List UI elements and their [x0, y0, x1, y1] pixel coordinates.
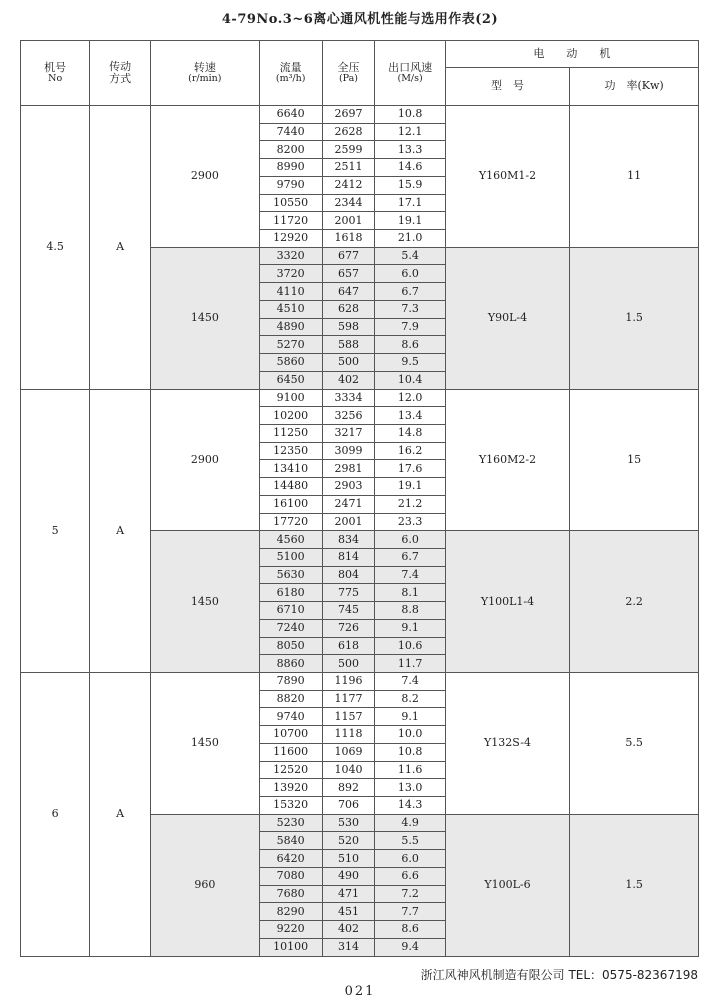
header-motor-power: 功 率(Kw) [570, 68, 699, 106]
cell-pressure: 775 [322, 584, 375, 602]
cell-motor-power: 1.5 [570, 814, 699, 956]
footer-company: 浙江风神风机制造有限公司 TEL：0575-82367198 [420, 968, 698, 982]
cell-flow: 3720 [259, 265, 322, 283]
cell-flow: 8290 [259, 903, 322, 921]
cell-flow: 9220 [259, 921, 322, 939]
cell-velocity: 6.6 [375, 867, 445, 885]
cell-velocity: 15.9 [375, 176, 445, 194]
cell-velocity: 21.2 [375, 495, 445, 513]
cell-flow: 6450 [259, 371, 322, 389]
cell-pressure: 2697 [322, 106, 375, 124]
cell-velocity: 12.1 [375, 123, 445, 141]
cell-flow: 8820 [259, 690, 322, 708]
cell-velocity: 5.5 [375, 832, 445, 850]
cell-motor-model: Y100L1-4 [445, 531, 569, 673]
cell-velocity: 4.9 [375, 814, 445, 832]
cell-velocity: 8.6 [375, 921, 445, 939]
cell-pressure: 2412 [322, 176, 375, 194]
cell-flow: 7890 [259, 673, 322, 691]
header-machine-no: 机号 No [21, 41, 90, 106]
cell-flow: 10550 [259, 194, 322, 212]
cell-pressure: 471 [322, 885, 375, 903]
cell-velocity: 6.7 [375, 548, 445, 566]
header-flow: 流量 (m³/h) [259, 41, 322, 106]
cell-velocity: 8.6 [375, 336, 445, 354]
cell-flow: 8990 [259, 159, 322, 177]
cell-velocity: 5.4 [375, 247, 445, 265]
cell-velocity: 10.8 [375, 743, 445, 761]
cell-pressure: 2001 [322, 212, 375, 230]
cell-velocity: 6.0 [375, 531, 445, 549]
cell-flow: 15320 [259, 797, 322, 815]
cell-pressure: 657 [322, 265, 375, 283]
cell-pressure: 706 [322, 797, 375, 815]
cell-pressure: 892 [322, 779, 375, 797]
cell-pressure: 530 [322, 814, 375, 832]
cell-pressure: 2344 [322, 194, 375, 212]
cell-pressure: 2903 [322, 478, 375, 496]
cell-velocity: 14.6 [375, 159, 445, 177]
cell-flow: 4510 [259, 300, 322, 318]
page-title: 4-79No.3~6离心通风机性能与选用作表(2) [221, 12, 499, 27]
cell-speed: 1450 [150, 673, 259, 815]
cell-velocity: 9.5 [375, 354, 445, 372]
cell-velocity: 11.7 [375, 655, 445, 673]
header-speed: 转速 (r/min) [150, 41, 259, 106]
header-pressure: 全压 (Pa) [322, 41, 375, 106]
cell-velocity: 13.4 [375, 407, 445, 425]
header-velocity: 出口风速 (M/s) [375, 41, 445, 106]
cell-flow: 17720 [259, 513, 322, 531]
cell-pressure: 3334 [322, 389, 375, 407]
cell-flow: 13920 [259, 779, 322, 797]
cell-flow: 10700 [259, 726, 322, 744]
cell-pressure: 451 [322, 903, 375, 921]
cell-flow: 14480 [259, 478, 322, 496]
cell-velocity: 10.6 [375, 637, 445, 655]
cell-velocity: 7.7 [375, 903, 445, 921]
cell-motor-power: 1.5 [570, 247, 699, 389]
cell-velocity: 17.6 [375, 460, 445, 478]
cell-flow: 9740 [259, 708, 322, 726]
performance-table [20, 40, 699, 957]
cell-pressure: 1177 [322, 690, 375, 708]
cell-machine-no: 6 [21, 673, 90, 957]
cell-flow: 12520 [259, 761, 322, 779]
cell-flow: 4110 [259, 283, 322, 301]
cell-pressure: 2511 [322, 159, 375, 177]
table-row [21, 389, 699, 407]
cell-machine-no: 5 [21, 389, 90, 673]
cell-velocity: 13.0 [375, 779, 445, 797]
cell-velocity: 21.0 [375, 230, 445, 248]
cell-velocity: 7.4 [375, 673, 445, 691]
cell-velocity: 8.8 [375, 602, 445, 620]
cell-motor-model: Y90L-4 [445, 247, 569, 389]
cell-pressure: 618 [322, 637, 375, 655]
cell-flow: 7240 [259, 619, 322, 637]
cell-velocity: 7.4 [375, 566, 445, 584]
page-number: 021 [344, 984, 376, 999]
cell-pressure: 1040 [322, 761, 375, 779]
cell-flow: 13410 [259, 460, 322, 478]
cell-flow: 6710 [259, 602, 322, 620]
cell-velocity: 10.4 [375, 371, 445, 389]
cell-pressure: 2599 [322, 141, 375, 159]
cell-drive: A [90, 389, 151, 673]
cell-pressure: 588 [322, 336, 375, 354]
cell-pressure: 814 [322, 548, 375, 566]
cell-flow: 10100 [259, 938, 322, 956]
cell-motor-model: Y100L-6 [445, 814, 569, 956]
cell-flow: 5100 [259, 548, 322, 566]
cell-pressure: 804 [322, 566, 375, 584]
cell-pressure: 647 [322, 283, 375, 301]
cell-velocity: 14.8 [375, 424, 445, 442]
cell-flow: 5270 [259, 336, 322, 354]
cell-pressure: 314 [322, 938, 375, 956]
cell-drive: A [90, 106, 151, 390]
cell-flow: 12920 [259, 230, 322, 248]
cell-flow: 5230 [259, 814, 322, 832]
cell-pressure: 1069 [322, 743, 375, 761]
cell-flow: 6640 [259, 106, 322, 124]
cell-motor-model: Y132S-4 [445, 673, 569, 815]
cell-velocity: 7.2 [375, 885, 445, 903]
cell-pressure: 1118 [322, 726, 375, 744]
cell-velocity: 23.3 [375, 513, 445, 531]
cell-pressure: 2001 [322, 513, 375, 531]
cell-pressure: 628 [322, 300, 375, 318]
cell-flow: 8050 [259, 637, 322, 655]
cell-velocity: 19.1 [375, 478, 445, 496]
cell-pressure: 500 [322, 655, 375, 673]
cell-flow: 7680 [259, 885, 322, 903]
cell-motor-power: 2.2 [570, 531, 699, 673]
cell-velocity: 6.0 [375, 265, 445, 283]
cell-pressure: 726 [322, 619, 375, 637]
cell-velocity: 9.4 [375, 938, 445, 956]
cell-velocity: 10.0 [375, 726, 445, 744]
cell-pressure: 677 [322, 247, 375, 265]
cell-flow: 6420 [259, 850, 322, 868]
cell-velocity: 14.3 [375, 797, 445, 815]
cell-pressure: 1157 [322, 708, 375, 726]
cell-pressure: 520 [322, 832, 375, 850]
cell-flow: 3320 [259, 247, 322, 265]
cell-velocity: 10.8 [375, 106, 445, 124]
cell-flow: 7080 [259, 867, 322, 885]
cell-flow: 5840 [259, 832, 322, 850]
cell-flow: 4560 [259, 531, 322, 549]
cell-velocity: 19.1 [375, 212, 445, 230]
cell-flow: 6180 [259, 584, 322, 602]
cell-pressure: 834 [322, 531, 375, 549]
cell-velocity: 7.3 [375, 300, 445, 318]
cell-speed: 1450 [150, 531, 259, 673]
cell-motor-power: 5.5 [570, 673, 699, 815]
cell-velocity: 9.1 [375, 619, 445, 637]
cell-velocity: 6.0 [375, 850, 445, 868]
cell-motor-model: Y160M2-2 [445, 389, 569, 531]
cell-pressure: 598 [322, 318, 375, 336]
cell-flow: 16100 [259, 495, 322, 513]
cell-flow: 5860 [259, 354, 322, 372]
cell-motor-power: 15 [570, 389, 699, 531]
cell-flow: 11720 [259, 212, 322, 230]
cell-flow: 4890 [259, 318, 322, 336]
cell-pressure: 3256 [322, 407, 375, 425]
header-motor-model: 型 号 [445, 68, 569, 106]
cell-pressure: 490 [322, 867, 375, 885]
cell-flow: 10200 [259, 407, 322, 425]
cell-flow: 9790 [259, 176, 322, 194]
cell-flow: 7440 [259, 123, 322, 141]
cell-flow: 12350 [259, 442, 322, 460]
cell-flow: 8200 [259, 141, 322, 159]
cell-pressure: 2471 [322, 495, 375, 513]
cell-velocity: 12.0 [375, 389, 445, 407]
cell-speed: 2900 [150, 389, 259, 531]
cell-pressure: 1196 [322, 673, 375, 691]
cell-flow: 8860 [259, 655, 322, 673]
cell-flow: 5630 [259, 566, 322, 584]
cell-velocity: 7.9 [375, 318, 445, 336]
cell-flow: 11600 [259, 743, 322, 761]
cell-motor-power: 11 [570, 106, 699, 248]
cell-machine-no: 4.5 [21, 106, 90, 390]
cell-speed: 2900 [150, 106, 259, 248]
cell-flow: 9100 [259, 389, 322, 407]
header-drive: 传动 方式 [90, 41, 151, 106]
table-body [21, 106, 699, 957]
cell-velocity: 11.6 [375, 761, 445, 779]
table-row [21, 106, 699, 124]
cell-velocity: 8.1 [375, 584, 445, 602]
cell-velocity: 16.2 [375, 442, 445, 460]
cell-velocity: 6.7 [375, 283, 445, 301]
cell-velocity: 17.1 [375, 194, 445, 212]
cell-pressure: 2628 [322, 123, 375, 141]
cell-speed: 1450 [150, 247, 259, 389]
cell-pressure: 402 [322, 371, 375, 389]
cell-pressure: 3217 [322, 424, 375, 442]
cell-pressure: 1618 [322, 230, 375, 248]
cell-velocity: 13.3 [375, 141, 445, 159]
cell-flow: 11250 [259, 424, 322, 442]
table-row [21, 673, 699, 691]
header-motor: 电 动 机 [445, 41, 698, 68]
cell-velocity: 9.1 [375, 708, 445, 726]
cell-speed: 960 [150, 814, 259, 956]
cell-pressure: 745 [322, 602, 375, 620]
cell-velocity: 8.2 [375, 690, 445, 708]
cell-pressure: 3099 [322, 442, 375, 460]
cell-motor-model: Y160M1-2 [445, 106, 569, 248]
cell-drive: A [90, 673, 151, 957]
cell-pressure: 500 [322, 354, 375, 372]
cell-pressure: 402 [322, 921, 375, 939]
cell-pressure: 2981 [322, 460, 375, 478]
cell-pressure: 510 [322, 850, 375, 868]
